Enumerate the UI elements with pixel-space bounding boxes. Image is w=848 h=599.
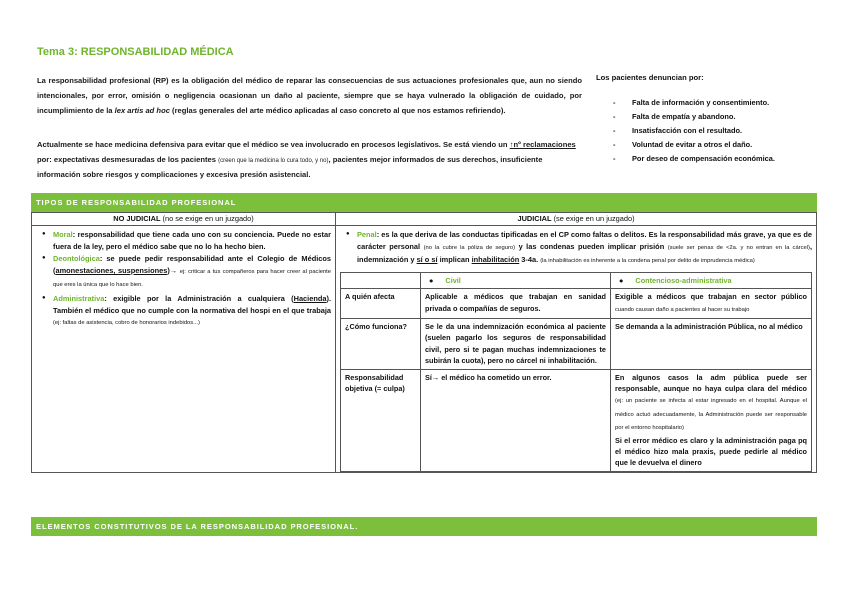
deontological-item: ● Deontológica: se puede pedir responsabilidad ante el Colegio de Médicos (amonestaciones, suspensiones)→ ej: criticar a tus compañeros para hacer creer al paciente que eres la única que lo hace bien. bbox=[42, 253, 331, 292]
contencioso-cell: En algunos casos la adm pública puede ser responsable, aunque no haya culpa clara del médico (ej: un paciente se infecta al estar ingresado en el hospital. Aunque el médico actuó adecuadamente, la Administración puede ser responsable por el entorno hospitalario) Si el error médico es claro y la administración paga pq el médico hizo mala praxis, puede pedirle al médico que le devuelva el dinero bbox=[611, 369, 812, 471]
administrative-item: ● Administrativa: exigible por la Administración a cualquiera (Hacienda). También el médico que no cumple con la normativa del hospi en el que trabaja (ej: faltas de asistencia, cobro de honorarios indebidos...) bbox=[42, 293, 331, 330]
list-item: - Falta de empatía y abandono. bbox=[613, 110, 775, 124]
row-label: ¿Cómo funciona? bbox=[341, 319, 421, 370]
responsibility-types-table bbox=[31, 212, 817, 473]
civil-cell: Sí→ el médico ha cometido un error. bbox=[421, 369, 611, 471]
judicial-cell bbox=[336, 226, 817, 473]
moral-item: ● Moral: responsabilidad que tiene cada uno con su conciencia. Puede no estar fuera de la ley, pero el médico sabe que no lo ha hecho bien. bbox=[42, 229, 331, 252]
list-item: - Voluntad de evitar a otros el daño. bbox=[613, 138, 775, 152]
civil-header: ● Civil bbox=[421, 272, 611, 288]
contencioso-cell: Exigible a médicos que trabajan en sector público cuando causan daño a pacientes al hacer su trabajo bbox=[611, 289, 812, 319]
list-item: - Insatisfacción con el resultado. bbox=[613, 124, 775, 138]
contencioso-header: ● Contencioso-administrativa bbox=[611, 272, 812, 288]
no-judicial-header: NO JUDICIAL (no se exige en un juzgado) bbox=[32, 213, 336, 226]
penal-item: ● Penal: es la que deriva de las conductas tipificadas en el CP como faltas o delitos. Es la responsabilidad más grave, ya que es de carácter personal (no la cubre la póliza de seguro) y las condenas pueden implicar prisión (suele ser penas de <2a. y no entran en la cárcel), indemnización y sí o sí implican inhabilitación 3-4a. (la inhabilitación es inherente a la condena penal por delito de imprudencia médica) bbox=[346, 229, 812, 268]
section-header-elements: ELEMENTOS CONSTITUTIVOS DE LA RESPONSABILIDAD PROFESIONAL. bbox=[31, 517, 817, 536]
section-header-types: TIPOS DE RESPONSABILIDAD PROFESIONAL bbox=[31, 193, 817, 212]
contencioso-cell: Se demanda a la administración Pública, no al médico bbox=[611, 319, 812, 370]
complaints-list bbox=[613, 96, 775, 166]
row-label: A quién afecta bbox=[341, 289, 421, 319]
judicial-header: JUDICIAL (se exige en un juzgado) bbox=[336, 213, 817, 226]
complaints-heading: Los pacientes denuncian por: bbox=[596, 73, 704, 82]
no-judicial-cell bbox=[32, 226, 336, 473]
list-item: - Por deseo de compensación económica. bbox=[613, 152, 775, 166]
intro-paragraph: La responsabilidad profesional (RP) es la obligación del médico de reparar las consecuencias de sus actuaciones profesionales que, aun no siendo intencionales, por error, omisión o negligencia ocasionan un daño al paciente, siempre que se haya vulnerado la obligación de cuidado, por incumplimiento de la lex artis ad hoc (reglas generales del arte médico aplicadas al caso concreto al que nos estamos refiriendo). bbox=[37, 76, 582, 116]
defensive-medicine-paragraph: Actualmente se hace medicina defensiva para evitar que el médico se vea involucrado en procesos legislativos. Se está viendo un ↑nº reclamaciones por: expectativas desmesuradas de los pacientes (creen que la medicina lo cura todo, y no), pacientes mejor informados de sus derechos, insuficiente información sobre riesgos y complicaciones y excesiva presión asistencial. bbox=[37, 140, 576, 179]
blank-corner bbox=[341, 272, 421, 288]
list-item: - Falta de información y consentimiento. bbox=[613, 96, 775, 110]
civil-cell: Se le da una indemnización económica al paciente (suelen pagarlo los seguros de responsabilidad civil, pero si te pagan muchas indemnizaciones te subirán la cuota), pero no cárcel ni inhabilitación. bbox=[421, 319, 611, 370]
civil-contencioso-table bbox=[340, 272, 812, 472]
civil-cell: Aplicable a médicos que trabajan en sanidad privada o compañías de seguros. bbox=[421, 289, 611, 319]
row-label: Responsabilidad objetiva (= culpa) bbox=[341, 369, 421, 471]
page-title: Tema 3: RESPONSABILIDAD MÉDICA bbox=[37, 46, 234, 58]
